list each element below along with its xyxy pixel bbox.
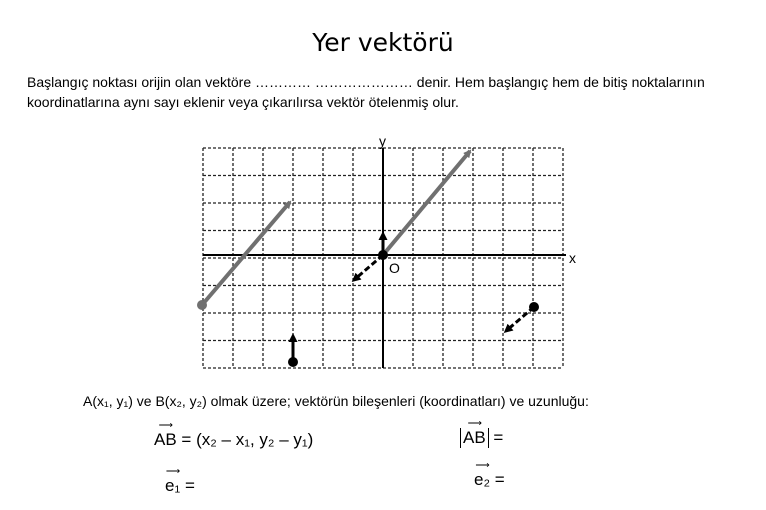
vector-gray-left-start — [197, 300, 207, 310]
vector-ab-symbol: ⟶ AB — [463, 418, 486, 447]
absolute-value-bars — [460, 418, 489, 448]
e2-expression: = — [494, 470, 505, 489]
page-title: Yer vektörü — [312, 28, 454, 57]
vector-gray-left — [202, 202, 290, 305]
origin-point — [378, 250, 388, 260]
formula-ab-length — [460, 418, 504, 448]
vector-gray-right — [383, 151, 470, 255]
vector-ab-symbol: ⟶ AB — [154, 420, 177, 449]
formula-e2 — [474, 460, 505, 490]
vector-arrow-icon: ⟶ — [475, 460, 489, 471]
formula-ab-components — [154, 420, 314, 450]
components-text: A(x₁, y₁) ve B(x₂, y₂) olmak üzere; vektörün bileşenleri (koordinatları) ve uzunluğu: — [83, 393, 589, 409]
origin-label: O — [389, 260, 400, 276]
vector-black-up-bottom-start — [288, 357, 298, 367]
ab-components-expression: = (x₂ – x₁, y₂ – y₁) — [181, 430, 314, 449]
formula-e1 — [165, 466, 195, 496]
vector-black-dashed-right-start — [529, 302, 539, 312]
vector-black-dashed-right — [506, 307, 534, 331]
vector-arrow-icon: ⟶ — [158, 420, 173, 431]
vector-e2-symbol: ⟶ e₂ — [474, 460, 491, 489]
x-axis-label: x — [569, 250, 576, 266]
ab-length-expression: = — [493, 428, 504, 447]
y-axis-label: y — [379, 133, 386, 149]
description-paragraph: Başlangıç noktası orijin olan vektöre ………… ………………… denir. Hem başlangıç hem de bitiş noktalarının koordinatlarına aynı sayı eklenir veya çıkarılırsa vektör ötelenmiş olur. — [27, 74, 705, 110]
vector-e1-symbol: ⟶ e₁ — [165, 466, 181, 495]
vector-black-dashed-origin — [354, 255, 383, 280]
vector-arrow-icon: ⟶ — [165, 466, 180, 477]
vector-arrow-icon: ⟶ — [467, 418, 482, 429]
e1-expression: = — [184, 476, 195, 495]
